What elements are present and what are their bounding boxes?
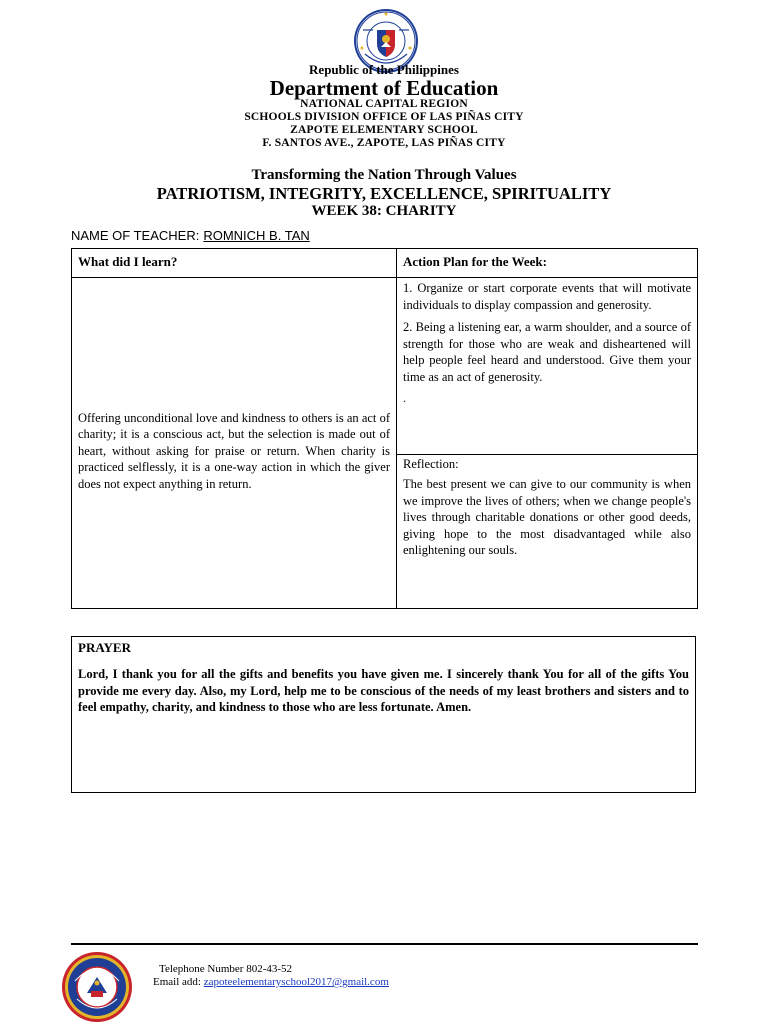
reflection-label: Reflection:	[403, 457, 459, 471]
region-text: NATIONAL CAPITAL REGION	[300, 98, 468, 110]
footer-divider	[71, 943, 698, 945]
action-item-2: 2. Being a listening ear, a warm shoulder, and a source of strength for those who are weak and disheartened will help people feel heard and understood. Give them your time as an act of generosity.	[403, 320, 691, 384]
week-title: WEEK 38: CHARITY	[311, 203, 457, 219]
teacher-label: NAME OF TEACHER:	[71, 228, 200, 243]
prayer-title: PRAYER	[78, 640, 131, 655]
teacher-name: ROMNICH B. TAN	[203, 228, 310, 243]
department-title: Department of Education	[269, 76, 499, 100]
school-address: F. SANTOS AVE., ZAPOTE, LAS PIÑAS CITY	[262, 137, 506, 149]
prayer-text: Lord, I thank you for all the gifts and benefits you have given me. I sincerely thank You for all of the gifts You provide me every day. Also, my Lord, help me to be conscious of the needs of my least brothers and sisters and to feel empathy, charity, and kindness to those who are less fortunate. Amen.	[78, 667, 689, 714]
footer-telephone: Telephone Number 802-43-52	[159, 963, 293, 975]
action-header: Action Plan for the Week:	[397, 249, 698, 278]
core-values: PATRIOTISM, INTEGRITY, EXCELLENCE, SPIRITUALITY	[156, 184, 612, 203]
division-text: SCHOOLS DIVISION OFFICE OF LAS PIÑAS CITY	[244, 111, 524, 123]
email-link[interactable]: zapoteelementaryschool2017@gmail.com	[203, 976, 389, 988]
learn-header: What did I learn?	[72, 249, 397, 278]
school-name: ZAPOTE ELEMENTARY SCHOOL	[290, 124, 478, 136]
tagline: Transforming the Nation Through Values	[251, 167, 517, 183]
republic-text: Republic of the Philippines	[309, 62, 459, 77]
reflection-text: The best present we can give to our community is when we improve the lives of others; when we change people's lives through charitable donations or other good deeds, giving hope to the most disadvantaged while also enlightening our souls.	[403, 477, 691, 557]
prayer-box	[71, 636, 696, 793]
school-seal-logo	[61, 951, 133, 1023]
learn-cell	[72, 278, 397, 609]
learn-text: Offering unconditional love and kindness to others is an act of charity; it is a conscious act, but the selection is made out of heart, without asking for praise or return. When charity is practiced selflessly, it is a one-way action in which the giver does not expect anything in return.	[78, 410, 390, 491]
reflection-cell	[397, 455, 698, 609]
footer-email-line	[153, 976, 389, 988]
teacher-line	[71, 228, 310, 243]
email-label: Email add:	[153, 976, 201, 988]
action-item-1: 1. Organize or start corporate events that will motivate individuals to display compassion and generosity.	[403, 281, 691, 312]
lesson-table	[71, 248, 698, 609]
action-dot: .	[403, 391, 406, 405]
action-cell	[397, 278, 698, 455]
